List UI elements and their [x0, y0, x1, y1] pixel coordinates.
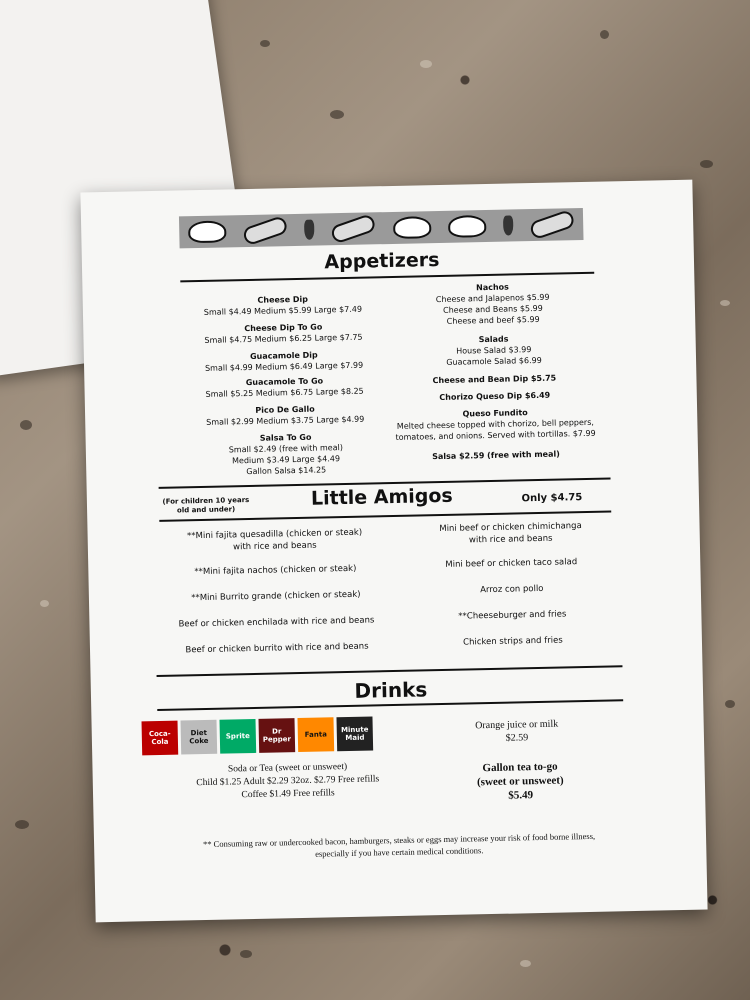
drink-brand-logos: [142, 716, 374, 755]
taco-illustration: [448, 215, 486, 238]
little-amigos-title: Little Amigos: [310, 484, 453, 510]
granite-speckle: [725, 700, 735, 708]
granite-speckle: [420, 60, 432, 68]
kids-menu-item: **Mini fajita nachos (chicken or steak): [194, 563, 357, 578]
appetizer-item: Salads House Salad $3.99 Guacamole Salad $6.99: [446, 334, 542, 367]
granite-speckle: [15, 820, 29, 829]
appetizer-item: Pico De Gallo Small $2.99 Medium $3.75 Large $4.99: [206, 404, 365, 427]
little-amigos-price: Only $4.75: [521, 492, 583, 505]
appetizer-item: Guacamole To Go Small $5.25 Medium $6.75 Large $8.25: [205, 376, 364, 399]
appetizer-item: Cheese Dip Small $4.49 Medium $5.99 Large $7.49: [203, 294, 363, 317]
fanta-logo: Fanta: [297, 717, 334, 752]
appetizers-title: Appetizers: [324, 248, 440, 274]
coca-cola-logo: Coca-Cola: [142, 721, 179, 756]
orange-juice-milk: Orange juice or milk $2.59: [475, 718, 559, 744]
menu-sheet: [80, 180, 707, 923]
drinks-title: Drinks: [354, 677, 428, 703]
granite-speckle: [600, 30, 609, 39]
pepper-illustration: [503, 215, 513, 235]
appetizer-item: Chorizo Queso Dip $6.49: [439, 390, 551, 403]
kids-menu-item: Beef or chicken burrito with rice and beans: [185, 641, 369, 656]
burrito-illustration: [529, 209, 576, 240]
appetizer-item: Queso Fundito Melted cheese topped with chorizo, bell peppers, tomatoes, and onions. Served with tortillas. $7.99: [395, 408, 596, 442]
burrito-illustration: [241, 215, 288, 246]
granite-speckle: [20, 420, 32, 430]
granite-speckle: [720, 300, 730, 306]
granite-speckle: [330, 110, 344, 119]
burrito-illustration: [330, 213, 377, 244]
food-safety-footnote: ** Consuming raw or undercooked bacon, hamburgers, steaks or eggs may increase your risk of food borne illness, especially if you have certain medical conditions.: [202, 830, 596, 859]
kids-menu-item: Chicken strips and fries: [463, 635, 563, 648]
minute-maid-logo: Minute Maid: [336, 716, 373, 751]
diet-coke-logo: Diet Coke: [181, 720, 218, 755]
sprite-logo: Sprite: [219, 719, 256, 754]
kids-menu-item: **Cheeseburger and fries: [458, 609, 567, 622]
soda-prices: Soda or Tea (sweet or unsweet) Child $1.25 Adult $2.29 32oz. $2.79 Free refills Coffee $1.49 Free refills: [196, 762, 380, 801]
kids-menu-item: Mini beef or chicken chimichanga with rice and beans: [439, 521, 582, 546]
granite-speckle: [240, 950, 252, 958]
kids-menu-item: **Mini Burrito grande (chicken or steak): [191, 589, 361, 604]
taco-illustration: [393, 216, 431, 239]
pepper-illustration: [304, 220, 314, 240]
appetizer-item: Cheese and Bean Dip $5.75: [432, 373, 557, 386]
appetizer-item: Cheese Dip To Go Small $4.75 Medium $6.25 Large $7.75: [204, 322, 363, 345]
appetizer-item: Guacamole Dip Small $4.99 Medium $6.49 Large $7.99: [204, 350, 364, 373]
appetizer-item: Nachos Cheese and Jalapenos $5.99 Cheese and Beans $5.99 Cheese and beef $5.99: [435, 282, 550, 326]
granite-speckle: [520, 960, 531, 967]
granite-speckle: [260, 40, 270, 47]
appetizer-item: Salsa To Go Small $2.49 (free with meal) Medium $3.49 Large $4.49 Gallon Salsa $14.25: [228, 432, 343, 477]
appetizer-item: Salsa $2.59 (free with meal): [432, 449, 560, 462]
gallon-tea: Gallon tea to-go (sweet or unsweet) $5.49: [476, 760, 564, 802]
kids-menu-item: Beef or chicken enchilada with rice and beans: [178, 615, 375, 630]
taco-illustration: [188, 220, 226, 243]
kids-menu-item: Arroz con pollo: [480, 583, 544, 596]
granite-speckle: [40, 600, 49, 607]
kids-menu-item: **Mini fajita quesadilla (chicken or steak) with rice and beans: [187, 527, 363, 553]
kids-menu-item: Mini beef or chicken taco salad: [445, 557, 578, 570]
food-illustration-banner: [179, 208, 584, 248]
dr-pepper-logo: Dr Pepper: [258, 718, 295, 753]
little-amigos-age-note: (For children 10 years old and under): [162, 496, 250, 515]
granite-speckle: [700, 160, 713, 168]
